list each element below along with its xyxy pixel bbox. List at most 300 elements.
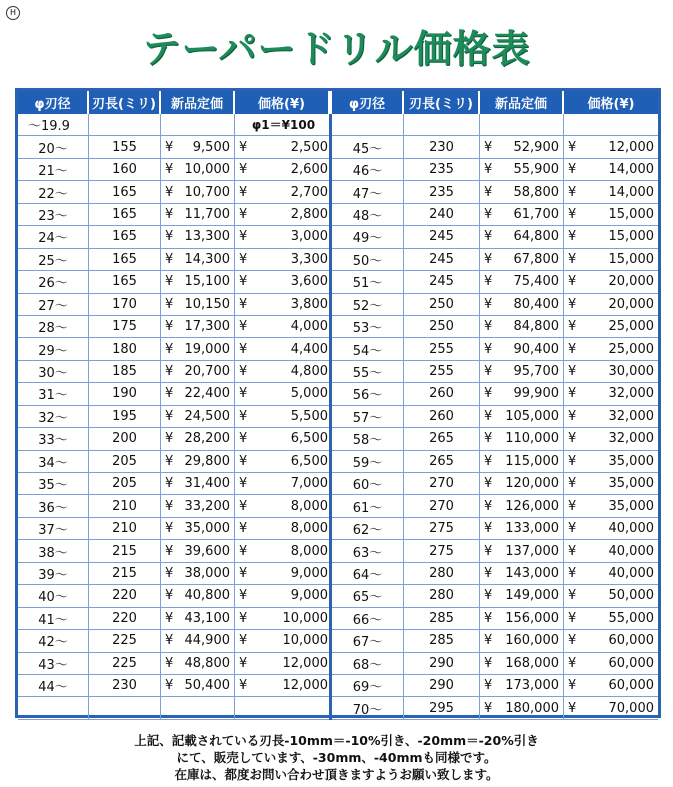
cell-length: 230 <box>404 136 480 157</box>
cell-diameter: 35～ <box>18 473 89 494</box>
cell-length: 200 <box>89 428 161 449</box>
cell-list-price-value: 90,400 <box>513 341 559 357</box>
yen-sign: ¥ <box>239 655 248 671</box>
cell-price-value: 9,000 <box>290 588 328 604</box>
cell-length: 195 <box>89 406 161 427</box>
yen-sign: ¥ <box>165 206 174 222</box>
cell-list-price-value: 44,900 <box>184 633 230 649</box>
cell-price <box>564 608 658 629</box>
cell-diameter: 50～ <box>332 249 404 270</box>
yen-sign: ¥ <box>239 251 248 267</box>
yen-sign: ¥ <box>165 386 174 402</box>
cell-length: 275 <box>404 518 480 539</box>
yen-sign: ¥ <box>165 296 174 312</box>
cell-diameter: 49～ <box>332 226 404 247</box>
table-row <box>18 697 329 719</box>
table-row <box>332 451 658 473</box>
yen-sign: ¥ <box>239 229 248 245</box>
cell-list-price-value: 173,000 <box>505 678 559 694</box>
cell-diameter: 24～ <box>18 226 89 247</box>
yen-sign: ¥ <box>484 319 493 335</box>
cell-price <box>564 540 658 561</box>
yen-sign: ¥ <box>239 296 248 312</box>
cell-price <box>564 249 658 270</box>
yen-sign: ¥ <box>165 453 174 469</box>
yen-sign: ¥ <box>568 633 577 649</box>
cell-list-price-value: 33,200 <box>184 498 230 514</box>
cell-price <box>564 361 658 382</box>
yen-sign: ¥ <box>165 610 174 626</box>
cell-diameter: 63～ <box>332 540 404 561</box>
cell-price-value: 2,600 <box>290 162 328 178</box>
cell-price-value: 20,000 <box>608 296 654 312</box>
cell-length: 215 <box>89 540 161 561</box>
cell-length: 220 <box>89 585 161 606</box>
cell-price-value: 50,000 <box>608 588 654 604</box>
table-row <box>332 204 658 226</box>
cell-price <box>235 383 332 404</box>
cell-length: 245 <box>404 271 480 292</box>
cell-list-price <box>480 136 564 157</box>
cell-diameter: 41～ <box>18 608 89 629</box>
cell-price-value: 8,000 <box>290 521 328 537</box>
cell-diameter: 27～ <box>18 294 89 315</box>
yen-sign: ¥ <box>484 274 493 290</box>
yen-sign: ¥ <box>568 565 577 581</box>
cell-price <box>235 271 332 292</box>
cell-list-price-value: 143,000 <box>505 565 559 581</box>
cell-list-price-value: 43,100 <box>184 610 230 626</box>
cell-length: 165 <box>89 181 161 202</box>
cell-list-price <box>161 451 235 472</box>
cell-diameter: 70～ <box>332 697 404 718</box>
footer-notes <box>0 732 673 783</box>
cell-diameter: 36～ <box>18 495 89 516</box>
table-row <box>332 271 658 293</box>
cell-price-value: 3,300 <box>290 251 328 267</box>
cell-list-price-value: 80,400 <box>513 296 559 312</box>
yen-sign: ¥ <box>239 476 248 492</box>
cell-diameter: ～19.9 <box>18 114 89 135</box>
cell-list-price-value: 168,000 <box>505 655 559 671</box>
cell-list-price <box>161 540 235 561</box>
cell-list-price-value: 67,800 <box>513 251 559 267</box>
cell-price-value: 32,000 <box>608 386 654 402</box>
cell-list-price <box>480 473 564 494</box>
cell-length: 205 <box>89 473 161 494</box>
cell-list-price-value: 126,000 <box>505 498 559 514</box>
yen-sign: ¥ <box>165 139 174 155</box>
cell-price <box>235 495 332 516</box>
yen-sign: ¥ <box>484 521 493 537</box>
cell-length: 155 <box>89 136 161 157</box>
cell-list-price-value: 11,700 <box>184 206 230 222</box>
header-diameter-right: φ刃径 <box>332 91 404 114</box>
yen-sign: ¥ <box>239 364 248 380</box>
cell-price <box>564 653 658 674</box>
yen-sign: ¥ <box>484 588 493 604</box>
cell-list-price-value: 38,000 <box>184 565 230 581</box>
cell-length: 190 <box>89 383 161 404</box>
cell-list-price <box>161 204 235 225</box>
yen-sign: ¥ <box>568 319 577 335</box>
cell-list-price-value: 9,500 <box>192 139 230 155</box>
cell-list-price <box>480 249 564 270</box>
table-row <box>332 585 658 607</box>
yen-sign: ¥ <box>239 386 248 402</box>
cell-diameter: 67～ <box>332 630 404 651</box>
cell-price <box>235 518 332 539</box>
cell-diameter <box>18 697 89 718</box>
cell-price <box>235 204 332 225</box>
cell-price <box>235 585 332 606</box>
cell-price-value: 2,800 <box>290 206 328 222</box>
page-title: テーパードリル価格表 <box>142 27 531 71</box>
cell-list-price-value: 29,800 <box>184 453 230 469</box>
cell-price <box>235 630 332 651</box>
cell-list-price <box>161 473 235 494</box>
cell-price-value: 5,500 <box>290 408 328 424</box>
cell-list-price <box>480 271 564 292</box>
cell-price <box>564 675 658 696</box>
cell-list-price-value: 115,000 <box>505 453 559 469</box>
cell-price-value: 12,000 <box>282 655 328 671</box>
cell-length: 225 <box>89 630 161 651</box>
cell-price <box>235 563 332 584</box>
cell-length: 205 <box>89 451 161 472</box>
table-row <box>332 608 658 630</box>
cell-price-value: 40,000 <box>608 565 654 581</box>
footer-line-1: 上記、記載されている刃長-10mm＝-10%引き、-20mm＝-20%引き <box>134 733 539 748</box>
cell-price <box>564 114 658 135</box>
cell-list-price <box>161 406 235 427</box>
cell-diameter: 60～ <box>332 473 404 494</box>
cell-length: 255 <box>404 361 480 382</box>
table-row <box>18 316 329 338</box>
cell-price <box>564 451 658 472</box>
cell-diameter: 62～ <box>332 518 404 539</box>
cell-list-price <box>161 159 235 180</box>
cell-price <box>235 294 332 315</box>
cell-list-price-value: 20,700 <box>184 364 230 380</box>
table-row <box>18 675 329 697</box>
table-row <box>18 226 329 248</box>
cell-length: 280 <box>404 563 480 584</box>
table-row <box>18 338 329 360</box>
header-list-price-left: 新品定価 <box>161 91 235 114</box>
yen-sign: ¥ <box>568 543 577 559</box>
cell-diameter: 53～ <box>332 316 404 337</box>
cell-list-price <box>161 653 235 674</box>
cell-diameter: 23～ <box>18 204 89 225</box>
cell-diameter: 66～ <box>332 608 404 629</box>
cell-price-value: 10,000 <box>282 610 328 626</box>
cell-diameter: 59～ <box>332 451 404 472</box>
header-length-left: 刃長(ミリ) <box>89 91 161 114</box>
yen-sign: ¥ <box>239 498 248 514</box>
cell-length: 265 <box>404 451 480 472</box>
yen-sign: ¥ <box>568 655 577 671</box>
table-row <box>18 473 329 495</box>
cell-price <box>564 159 658 180</box>
cell-list-price <box>480 226 564 247</box>
yen-sign: ¥ <box>484 655 493 671</box>
cell-length: 270 <box>404 473 480 494</box>
cell-price-value: 12,000 <box>282 678 328 694</box>
yen-sign: ¥ <box>568 341 577 357</box>
cell-price-value: 60,000 <box>608 633 654 649</box>
table-row <box>332 159 658 181</box>
yen-sign: ¥ <box>484 364 493 380</box>
cell-length: 165 <box>89 226 161 247</box>
cell-list-price <box>161 181 235 202</box>
cell-price <box>564 136 658 157</box>
cell-list-price <box>161 563 235 584</box>
table-row <box>332 406 658 428</box>
cell-length: 245 <box>404 249 480 270</box>
cell-price-value: 32,000 <box>608 408 654 424</box>
cell-diameter: 21～ <box>18 159 89 180</box>
yen-sign: ¥ <box>568 386 577 402</box>
cell-length: 260 <box>404 406 480 427</box>
yen-sign: ¥ <box>484 408 493 424</box>
yen-sign: ¥ <box>484 341 493 357</box>
cell-list-price-value: 39,600 <box>184 543 230 559</box>
cell-price <box>564 585 658 606</box>
yen-sign: ¥ <box>165 408 174 424</box>
cell-list-price-value: 120,000 <box>505 476 559 492</box>
cell-list-price <box>480 495 564 516</box>
table-row <box>332 181 658 203</box>
cell-list-price-value: 52,900 <box>513 139 559 155</box>
footer-line-3: 在庫は、都度お問い合わせ頂きますようお願い致します。 <box>174 767 499 782</box>
table-row <box>332 428 658 450</box>
cell-price-value: 8,000 <box>290 498 328 514</box>
table-row <box>332 338 658 360</box>
cell-list-price <box>480 338 564 359</box>
yen-sign: ¥ <box>239 610 248 626</box>
cell-diameter: 55～ <box>332 361 404 382</box>
cell-list-price-value: 15,100 <box>184 274 230 290</box>
cell-price-value: 25,000 <box>608 341 654 357</box>
cell-diameter: 30～ <box>18 361 89 382</box>
cell-length: 220 <box>89 608 161 629</box>
cell-price <box>564 630 658 651</box>
cell-diameter: 54～ <box>332 338 404 359</box>
yen-sign: ¥ <box>239 319 248 335</box>
cell-price <box>564 383 658 404</box>
yen-sign: ¥ <box>484 498 493 514</box>
price-table <box>15 88 661 718</box>
table-row <box>332 226 658 248</box>
cell-diameter <box>332 114 404 135</box>
cell-length: 165 <box>89 204 161 225</box>
header-list-price-right: 新品定価 <box>480 91 564 114</box>
yen-sign: ¥ <box>568 251 577 267</box>
yen-sign: ¥ <box>239 565 248 581</box>
cell-list-price-value: 10,150 <box>184 296 230 312</box>
cell-list-price <box>480 114 564 135</box>
table-row-note <box>18 114 329 136</box>
cell-list-price <box>480 428 564 449</box>
header-price-left: 価格(¥) <box>235 91 332 114</box>
cell-price-value: 4,000 <box>290 319 328 335</box>
yen-sign: ¥ <box>568 206 577 222</box>
table-row <box>332 653 658 675</box>
cell-list-price <box>480 540 564 561</box>
table-row <box>332 114 658 136</box>
cell-diameter: 45～ <box>332 136 404 157</box>
table-row <box>18 136 329 158</box>
cell-price-value: 40,000 <box>608 521 654 537</box>
yen-sign: ¥ <box>484 206 493 222</box>
yen-sign: ¥ <box>165 184 174 200</box>
table-row <box>18 451 329 473</box>
table-row <box>332 630 658 652</box>
cell-list-price-value: 14,300 <box>184 251 230 267</box>
cell-length: 260 <box>404 383 480 404</box>
cell-price-value: 14,000 <box>608 184 654 200</box>
cell-list-price <box>161 608 235 629</box>
cell-price-value: 3,800 <box>290 296 328 312</box>
yen-sign: ¥ <box>239 139 248 155</box>
cell-price-value: 2,500 <box>290 139 328 155</box>
yen-sign: ¥ <box>239 408 248 424</box>
cell-list-price <box>161 294 235 315</box>
table-row <box>18 495 329 517</box>
cell-list-price <box>161 383 235 404</box>
cell-price-value: 35,000 <box>608 476 654 492</box>
yen-sign: ¥ <box>484 453 493 469</box>
table-row <box>18 406 329 428</box>
table-row <box>332 294 658 316</box>
cell-list-price <box>161 361 235 382</box>
cell-diameter: 47～ <box>332 181 404 202</box>
cell-price-value: 30,000 <box>608 364 654 380</box>
cell-diameter: 29～ <box>18 338 89 359</box>
table-row <box>18 383 329 405</box>
cell-length: 210 <box>89 495 161 516</box>
yen-sign: ¥ <box>568 476 577 492</box>
cell-price-value: 12,000 <box>608 139 654 155</box>
table-row <box>332 697 658 719</box>
cell-diameter: 40～ <box>18 585 89 606</box>
cell-diameter: 69～ <box>332 675 404 696</box>
table-body <box>18 114 658 720</box>
yen-sign: ¥ <box>239 588 248 604</box>
cell-price <box>235 136 332 157</box>
cell-list-price <box>480 697 564 718</box>
cell-list-price-value: 48,800 <box>184 655 230 671</box>
yen-sign: ¥ <box>165 633 174 649</box>
cell-length <box>404 114 480 135</box>
cell-length: 175 <box>89 316 161 337</box>
cell-price-value: 8,000 <box>290 543 328 559</box>
table-row <box>18 563 329 585</box>
cell-price <box>235 653 332 674</box>
yen-sign: ¥ <box>239 678 248 694</box>
cell-diameter: 46～ <box>332 159 404 180</box>
cell-price-value: 60,000 <box>608 655 654 671</box>
yen-sign: ¥ <box>568 229 577 245</box>
cell-price <box>564 294 658 315</box>
cell-list-price <box>480 181 564 202</box>
header-diameter-left: φ刃径 <box>18 91 89 114</box>
cell-list-price <box>161 518 235 539</box>
yen-sign: ¥ <box>568 296 577 312</box>
cell-diameter: 38～ <box>18 540 89 561</box>
yen-sign: ¥ <box>165 162 174 178</box>
cell-price <box>564 316 658 337</box>
cell-list-price <box>161 630 235 651</box>
cell-diameter: 39～ <box>18 563 89 584</box>
cell-price-value: 6,500 <box>290 431 328 447</box>
cell-list-price <box>480 316 564 337</box>
cell-price <box>564 518 658 539</box>
cell-list-price <box>480 294 564 315</box>
cell-list-price-value: 61,700 <box>513 206 559 222</box>
cell-diameter: 65～ <box>332 585 404 606</box>
cell-list-price <box>161 316 235 337</box>
yen-sign: ¥ <box>165 655 174 671</box>
cell-price <box>235 675 332 696</box>
cell-price-value: 3,000 <box>290 229 328 245</box>
yen-sign: ¥ <box>568 498 577 514</box>
cell-price-value: 6,500 <box>290 453 328 469</box>
yen-sign: ¥ <box>484 543 493 559</box>
cell-list-price <box>480 585 564 606</box>
yen-sign: ¥ <box>484 431 493 447</box>
cell-list-price <box>480 653 564 674</box>
cell-price <box>235 540 332 561</box>
cell-price-note: φ1＝¥100 <box>251 118 316 133</box>
cell-price <box>235 249 332 270</box>
cell-list-price-value: 75,400 <box>513 274 559 290</box>
cell-list-price <box>480 675 564 696</box>
yen-sign: ¥ <box>484 139 493 155</box>
yen-sign: ¥ <box>239 453 248 469</box>
cell-list-price-value: 95,700 <box>513 364 559 380</box>
cell-list-price <box>480 563 564 584</box>
table-row <box>332 495 658 517</box>
cell-price <box>564 204 658 225</box>
cell-price <box>235 406 332 427</box>
cell-price-value: 10,000 <box>282 633 328 649</box>
yen-sign: ¥ <box>568 453 577 469</box>
cell-diameter: 32～ <box>18 406 89 427</box>
cell-length: 240 <box>404 204 480 225</box>
cell-price-value: 5,000 <box>290 386 328 402</box>
cell-list-price <box>161 226 235 247</box>
cell-length: 165 <box>89 249 161 270</box>
cell-length: 250 <box>404 294 480 315</box>
cell-diameter: 28～ <box>18 316 89 337</box>
table-row <box>332 518 658 540</box>
cell-price-value: 14,000 <box>608 162 654 178</box>
cell-length: 215 <box>89 563 161 584</box>
table-row <box>332 563 658 585</box>
yen-sign: ¥ <box>484 251 493 267</box>
yen-sign: ¥ <box>568 700 577 716</box>
table-row <box>18 653 329 675</box>
cell-list-price-value: 10,000 <box>184 162 230 178</box>
cell-price-value: 4,800 <box>290 364 328 380</box>
yen-sign: ¥ <box>165 521 174 537</box>
cell-list-price-value: 64,800 <box>513 229 559 245</box>
cell-list-price-value: 24,500 <box>184 408 230 424</box>
yen-sign: ¥ <box>568 184 577 200</box>
table-row <box>18 181 329 203</box>
